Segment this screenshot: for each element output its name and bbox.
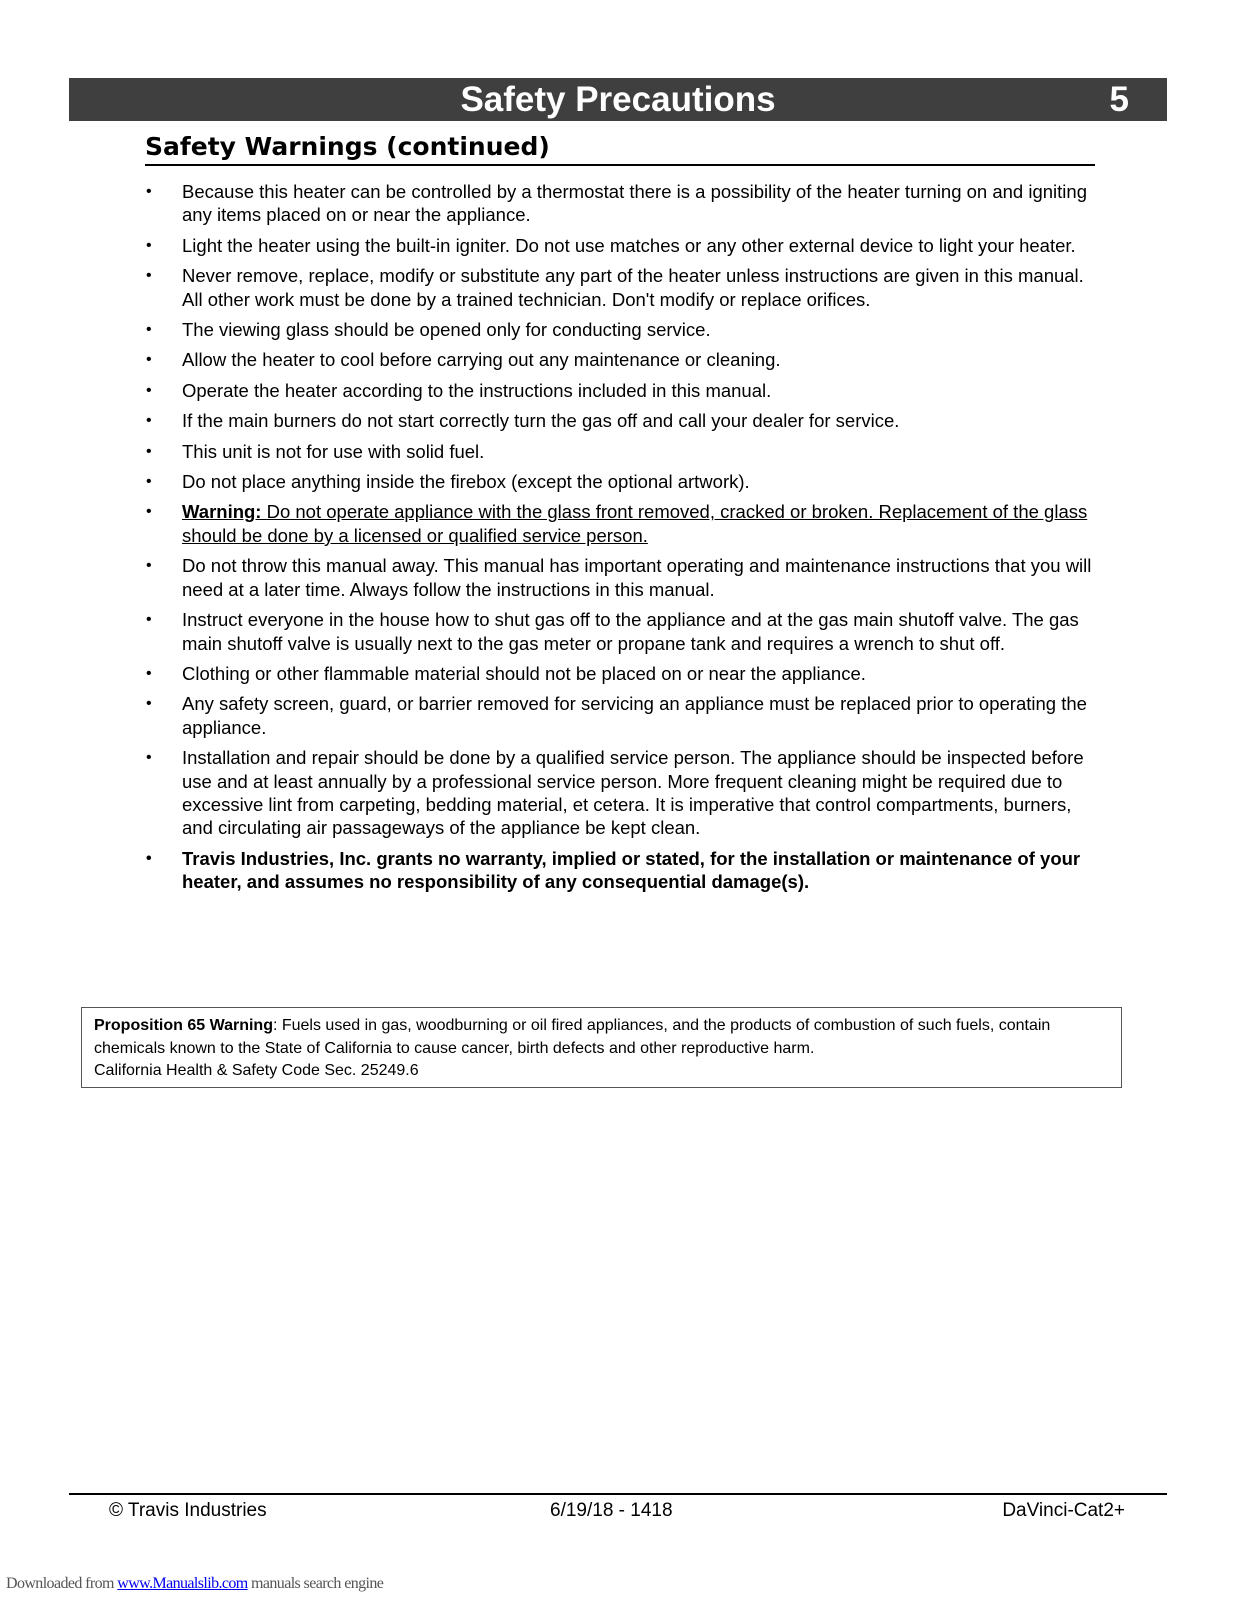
download-notice bbox=[6, 1575, 383, 1593]
bullet-icon: • bbox=[146, 267, 152, 285]
bullet-icon: • bbox=[146, 849, 152, 867]
bullet-icon: • bbox=[146, 749, 152, 767]
list-item-text: Because this heater can be controlled by a thermostat there is a possibility of the heater turning on and igniting any items placed on or near the appliance. bbox=[182, 181, 1087, 226]
list-item bbox=[143, 554, 1093, 601]
footer-divider bbox=[69, 1493, 1167, 1495]
bullet-icon: • bbox=[146, 442, 152, 460]
list-item-text: The viewing glass should be opened only for conducting service. bbox=[182, 319, 711, 341]
footer-center: 6/19/18 - 1418 bbox=[550, 1500, 673, 1521]
warning-text: Do not operate appliance with the glass front removed, cracked or broken. Replacement of the glass should be done by a licensed or qualified service person. bbox=[182, 501, 1088, 546]
list-item bbox=[143, 318, 1093, 341]
list-item-text: Any safety screen, guard, or barrier removed for servicing an appliance must be replaced prior to operating the appliance. bbox=[182, 693, 1087, 738]
glass-warning-item bbox=[143, 500, 1093, 547]
list-item-text: Operate the heater according to the instructions included in this manual. bbox=[182, 379, 772, 401]
page-header-bar bbox=[69, 78, 1167, 121]
safety-warnings-list bbox=[143, 180, 1093, 901]
bullet-icon: • bbox=[146, 557, 152, 575]
warranty-item bbox=[143, 847, 1093, 894]
bullet-icon: • bbox=[146, 503, 152, 521]
list-item bbox=[143, 234, 1093, 257]
proposition-text: : Fuels used in gas, woodburning or oil fired appliances, and the products of combustion of such fuels, contain chemicals known to the State of California to cause cancer, birth defects and other reproductive harm. bbox=[94, 1017, 1051, 1057]
list-item bbox=[143, 662, 1093, 685]
list-item bbox=[143, 692, 1093, 739]
list-item-text: Never remove, replace, modify or substitute any part of the heater unless instructions are given in this manual. All other work must be done by a trained technician. Don't modify or replace orifices. bbox=[182, 265, 1084, 310]
manualslib-link[interactable]: www.Manualslib.com bbox=[117, 1575, 248, 1592]
proposition-code: California Health & Safety Code Sec. 25249.6 bbox=[94, 1062, 419, 1079]
bullet-icon: • bbox=[146, 695, 152, 713]
list-item bbox=[143, 348, 1093, 371]
list-item-text: This unit is not for use with solid fuel. bbox=[182, 440, 485, 462]
list-item bbox=[143, 409, 1093, 432]
list-item bbox=[143, 440, 1093, 463]
download-suffix: manuals search engine bbox=[247, 1575, 384, 1592]
list-item-text: Do not throw this manual away. This manual has important operating and maintenance instructions that you will need at a later time. Always follow the instructions in this manual. bbox=[182, 555, 1092, 600]
list-item bbox=[143, 379, 1093, 402]
list-item-text: Instruct everyone in the house how to shut gas off to the appliance and at the gas main shutoff valve. The gas main shutoff valve is usually next to the gas meter or propane tank and requires a wrench to shut off. bbox=[182, 609, 1079, 654]
bullet-icon: • bbox=[146, 473, 152, 491]
bullet-icon: • bbox=[146, 183, 152, 200]
proposition-65-box bbox=[81, 1007, 1122, 1088]
bullet-icon: • bbox=[146, 236, 152, 254]
bullet-icon: • bbox=[146, 351, 152, 369]
list-item bbox=[143, 470, 1093, 493]
section-heading: Safety Warnings (continued) bbox=[145, 130, 1095, 166]
footer-right: DaVinci-Cat2+ bbox=[1002, 1500, 1125, 1521]
download-prefix: Downloaded from bbox=[6, 1575, 118, 1592]
list-item bbox=[143, 746, 1093, 840]
list-item-text: If the main burners do not start correctly turn the gas off and call your dealer for service. bbox=[182, 410, 900, 432]
bullet-icon: • bbox=[146, 611, 152, 629]
list-item-text: Clothing or other flammable material should not be placed on or near the appliance. bbox=[182, 662, 866, 684]
footer-left: © Travis Industries bbox=[109, 1500, 267, 1521]
list-item-text: Allow the heater to cool before carrying out any maintenance or cleaning. bbox=[182, 349, 781, 371]
bullet-icon: • bbox=[146, 321, 152, 339]
warranty-text: Travis Industries, Inc. grants no warranty, implied or stated, for the installation or maintenance of your heater, and assumes no responsibility of any consequential damage(s). bbox=[182, 847, 1081, 893]
list-item bbox=[143, 264, 1093, 311]
bullet-icon: • bbox=[146, 381, 152, 399]
list-item-text: Installation and repair should be done by a qualified service person. The appliance should be inspected before use and at least annually by a professional service person. More frequent cleaning might be required due to excessive lint from carpeting, bedding material, et cetera. It is imperative that control compartments, burners, and circulating air passageways of the appliance be kept clean. bbox=[182, 747, 1084, 839]
bullet-icon: • bbox=[146, 412, 152, 430]
list-item bbox=[143, 608, 1093, 655]
page-number: 5 bbox=[1109, 80, 1129, 119]
warning-label: Warning: bbox=[182, 501, 262, 523]
list-item-text: Do not place anything inside the firebox (except the optional artwork). bbox=[182, 471, 750, 493]
list-item-text: Light the heater using the built-in igniter. Do not use matches or any other external device to light your heater. bbox=[182, 234, 1076, 256]
proposition-label: Proposition 65 Warning bbox=[94, 1017, 273, 1034]
page-title: Safety Precautions bbox=[460, 80, 776, 119]
list-item bbox=[143, 180, 1093, 227]
bullet-icon: • bbox=[146, 664, 152, 682]
